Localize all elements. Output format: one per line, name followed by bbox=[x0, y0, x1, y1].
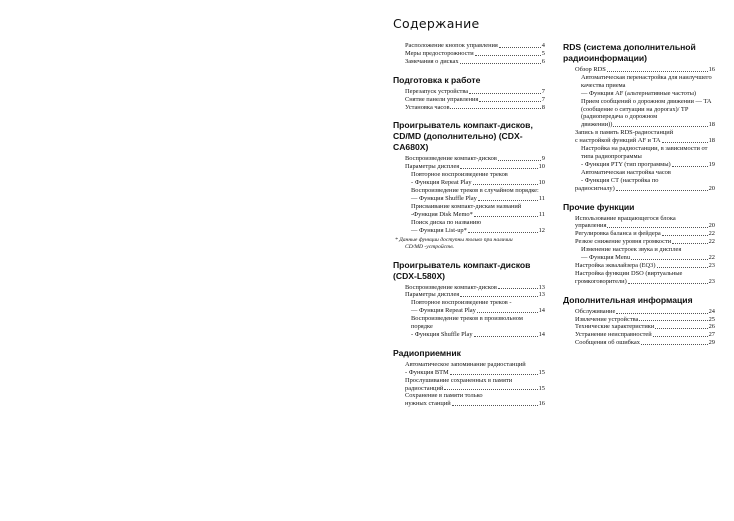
section-title: RDS (система дополнительной радиоинформации) bbox=[563, 42, 696, 63]
page-number: 24 bbox=[708, 307, 715, 315]
entry-text: - Функция PTY (тип программы) bbox=[581, 160, 671, 168]
entry-lead-text: Прием сообщений о дорожном движении — TA (сообщение о ситуации на дорогах)/ TP (радиопередача о дорожном bbox=[581, 97, 712, 121]
entry-lead-text: Воспроизведение треков в произвольном порядке bbox=[411, 315, 523, 331]
entry-line bbox=[575, 137, 715, 145]
toc-section bbox=[393, 42, 545, 66]
entry-line bbox=[575, 262, 715, 270]
entry-text: нужных станций bbox=[405, 400, 451, 408]
page-number: 15 bbox=[538, 384, 545, 392]
entry-text: Меры предосторожности bbox=[405, 49, 474, 57]
toc-entry[interactable] bbox=[563, 308, 715, 316]
entry-text: Сообщения об ошибках bbox=[575, 339, 640, 347]
page-number: 15 bbox=[538, 368, 545, 376]
entry-lead-text: Поиск диска по названию bbox=[411, 218, 482, 226]
toc-right-column bbox=[563, 42, 715, 356]
entry-text: - Функция CT (настройка по bbox=[581, 176, 659, 184]
leader-dots bbox=[616, 190, 708, 191]
entry-line bbox=[411, 331, 545, 339]
entry-line bbox=[575, 308, 715, 316]
entry-line bbox=[581, 177, 715, 185]
page-number: 13 bbox=[538, 291, 545, 299]
page-number: 5 bbox=[541, 49, 545, 57]
leader-dots bbox=[444, 389, 537, 390]
entry-text: Воспроизведение компакт-дисков bbox=[405, 155, 497, 163]
entry-lead-text: Автоматическая перенастройка для наилучшего качества приема bbox=[581, 73, 712, 89]
toc-entry[interactable] bbox=[393, 219, 545, 235]
page-number: 22 bbox=[708, 238, 715, 246]
leader-dots bbox=[479, 101, 540, 102]
entry-line bbox=[405, 291, 545, 299]
toc-section bbox=[393, 75, 545, 112]
entry-text: — Функция Repeat Play bbox=[411, 307, 476, 315]
entry-line bbox=[581, 121, 715, 129]
page-number: 8 bbox=[541, 103, 545, 111]
entry-lead-text: Повторное воспроизведение треков bbox=[411, 171, 508, 179]
leader-dots bbox=[474, 336, 538, 337]
section-title: Радиоприемник bbox=[393, 347, 461, 358]
page-number: 23 bbox=[708, 261, 715, 269]
leader-dots bbox=[452, 405, 538, 406]
entry-line bbox=[575, 185, 715, 193]
page-number: 7 bbox=[541, 87, 545, 95]
toc-entry[interactable] bbox=[563, 185, 715, 193]
section-title: Проигрыватель компакт-дисков (CDX-L580X) bbox=[393, 259, 531, 281]
leader-dots bbox=[450, 374, 538, 375]
entry-line bbox=[581, 90, 715, 98]
leader-dots bbox=[616, 313, 707, 314]
toc-entry[interactable] bbox=[563, 238, 715, 246]
entry-text: — Функция Shuffle Play bbox=[411, 194, 477, 202]
toc-entry[interactable] bbox=[563, 246, 715, 262]
leader-dots bbox=[450, 108, 540, 109]
page-number: 4 bbox=[541, 42, 545, 49]
toc-entry[interactable] bbox=[393, 171, 545, 187]
page-number: 14 bbox=[538, 330, 545, 338]
leader-dots bbox=[639, 320, 707, 321]
entry-lead-text: Настройка на радиостанции, в зависимости от типа радиопрограммы bbox=[581, 145, 708, 160]
entry-line bbox=[575, 316, 715, 324]
entry-lead-text: Изменение настроек звука и дисплея bbox=[581, 246, 682, 254]
entry-text: Технические характеристики bbox=[575, 323, 655, 331]
entry-text: - Функция Shuffle Play bbox=[411, 330, 473, 338]
toc-entry[interactable] bbox=[393, 50, 545, 58]
entry-line bbox=[405, 400, 545, 408]
page-number: 25 bbox=[708, 315, 715, 323]
leader-dots bbox=[641, 344, 708, 345]
entry-text: Расположение кнопок управления bbox=[405, 42, 498, 49]
toc-entry[interactable] bbox=[563, 270, 715, 286]
section-title: Прочие функции bbox=[563, 201, 635, 212]
section-title: Проигрыватель компакт-дисков, CD/MD (дополнительно) (CDX-CA680X) bbox=[393, 120, 533, 153]
leader-dots bbox=[478, 200, 538, 201]
page-number: 16 bbox=[538, 400, 545, 408]
entry-text: Обзор RDS bbox=[575, 66, 606, 73]
toc-entry[interactable] bbox=[393, 392, 545, 408]
leader-dots bbox=[653, 336, 708, 337]
toc-entry[interactable] bbox=[563, 316, 715, 324]
toc-entry[interactable] bbox=[563, 262, 715, 270]
toc-entry[interactable] bbox=[393, 155, 545, 163]
entry-text: - Функция Repeat Play bbox=[411, 179, 472, 187]
footnote-line: CD/MD -устройств. bbox=[405, 243, 455, 250]
entry-line bbox=[405, 385, 545, 393]
entry-lead-text: Воспроизведение треков в случайном порядке: bbox=[411, 187, 539, 195]
leader-dots bbox=[475, 55, 541, 56]
entry-text: — Функция Menu bbox=[581, 254, 631, 262]
entry-line bbox=[405, 155, 545, 163]
toc-entry[interactable] bbox=[393, 203, 545, 219]
entry-line bbox=[405, 104, 545, 112]
toc-left-column bbox=[393, 42, 545, 417]
leader-dots bbox=[628, 283, 708, 284]
toc-entry[interactable] bbox=[393, 361, 545, 377]
entry-text: Перезапуск устройства bbox=[405, 87, 469, 95]
entry-line bbox=[405, 163, 545, 171]
entry-text: Снятие панели управления bbox=[405, 95, 479, 103]
entry-line bbox=[581, 254, 715, 262]
entry-lead-text: Настройка функции DSO (виртуальные bbox=[575, 269, 683, 277]
page-number: 26 bbox=[708, 323, 715, 331]
entry-text: громкоговорители) bbox=[575, 277, 627, 285]
leader-dots bbox=[662, 235, 708, 236]
entry-lead-text: Прослушивание сохраненных в памяти bbox=[405, 376, 513, 384]
entry-line bbox=[405, 88, 545, 96]
toc-entry[interactable] bbox=[393, 377, 545, 393]
entry-text: с настройкой функций AF и TA bbox=[575, 137, 661, 145]
toc-entry[interactable] bbox=[563, 66, 715, 74]
toc-entry[interactable] bbox=[393, 299, 545, 315]
toc-entry[interactable] bbox=[563, 98, 715, 130]
entry-text: - Функция BTM bbox=[405, 368, 449, 376]
page-number: 9 bbox=[541, 155, 545, 163]
entry-text: Обслуживание bbox=[575, 307, 616, 315]
entry-lead-text: Запись в память RDS-радиостанций bbox=[575, 129, 674, 137]
page-number: 7 bbox=[541, 95, 545, 103]
entry-line bbox=[575, 278, 715, 286]
entry-line bbox=[405, 50, 545, 58]
page-number: 16 bbox=[708, 66, 715, 73]
page-number: 20 bbox=[708, 222, 715, 230]
entry-line bbox=[411, 227, 545, 235]
toc-entry[interactable] bbox=[393, 187, 545, 203]
section-title: Подготовка к работе bbox=[393, 74, 481, 85]
entry-line bbox=[575, 339, 715, 347]
page-number: 27 bbox=[708, 331, 715, 339]
leader-dots bbox=[607, 227, 707, 228]
page-number: 13 bbox=[538, 283, 545, 291]
page-number: 6 bbox=[541, 57, 545, 65]
toc-entry[interactable] bbox=[563, 215, 715, 231]
leader-dots bbox=[460, 296, 537, 297]
entry-text: Замечания о дисках bbox=[405, 57, 459, 65]
toc-entry[interactable] bbox=[393, 315, 545, 339]
entry-lead-text: Автоматическая настройка часов bbox=[581, 168, 671, 176]
entry-lead-text: Автоматическое запоминание радиостанций bbox=[405, 360, 526, 368]
page-number: 22 bbox=[708, 254, 715, 262]
leader-dots bbox=[657, 267, 708, 268]
page-number: 22 bbox=[708, 230, 715, 238]
toc-entry[interactable] bbox=[393, 88, 545, 96]
leader-dots bbox=[655, 328, 707, 329]
entry-text: Резкое снижение уровня громкости bbox=[575, 238, 672, 246]
entry-lead-text: Повторное воспроизведение треков - bbox=[411, 299, 512, 307]
page-number: 29 bbox=[708, 339, 715, 347]
entry-line bbox=[411, 211, 545, 219]
leader-dots bbox=[662, 142, 708, 143]
leader-dots bbox=[469, 93, 541, 94]
toc-entry[interactable] bbox=[393, 291, 545, 299]
leader-dots bbox=[477, 312, 538, 313]
entry-line bbox=[575, 238, 715, 246]
entry-line bbox=[575, 66, 715, 74]
entry-line bbox=[405, 58, 545, 66]
leader-dots bbox=[460, 63, 541, 64]
entry-line bbox=[411, 179, 545, 187]
page-number: 18 bbox=[708, 121, 715, 129]
entry-text: радиосигналу) bbox=[575, 184, 615, 192]
page-number: 23 bbox=[708, 277, 715, 285]
leader-dots bbox=[498, 160, 541, 161]
toc-section bbox=[563, 42, 715, 193]
toc-entry[interactable] bbox=[563, 323, 715, 331]
entry-line bbox=[411, 307, 545, 315]
entry-text: радиостанций bbox=[405, 384, 444, 392]
entry-text: Извлечение устройства bbox=[575, 315, 639, 323]
entry-text: Установка часов bbox=[405, 103, 450, 111]
toc-entry[interactable] bbox=[393, 104, 545, 112]
toc-section bbox=[563, 295, 715, 348]
entry-line bbox=[575, 331, 715, 339]
toc-entry[interactable] bbox=[393, 163, 545, 171]
entry-text: -Функция Disk Memo* bbox=[411, 210, 473, 218]
page-number: 20 bbox=[708, 184, 715, 192]
leader-dots bbox=[468, 232, 538, 233]
leader-dots bbox=[672, 243, 707, 244]
toc-entry[interactable] bbox=[563, 169, 715, 185]
entry-line bbox=[405, 369, 545, 377]
entry-line bbox=[581, 161, 715, 169]
entry-line bbox=[405, 42, 545, 50]
page-number: 10 bbox=[538, 179, 545, 187]
toc-section bbox=[563, 202, 715, 286]
toc-entry[interactable] bbox=[563, 74, 715, 98]
leader-dots bbox=[607, 71, 708, 72]
page-title: Содержание bbox=[393, 16, 480, 31]
toc-entry[interactable] bbox=[393, 42, 545, 50]
page-number: 19 bbox=[708, 160, 715, 168]
leader-dots bbox=[460, 168, 537, 169]
entry-text: Устранение неисправностей bbox=[575, 331, 652, 339]
entry-text: Параметры дисплея bbox=[405, 163, 460, 171]
toc-entry[interactable] bbox=[393, 96, 545, 104]
leader-dots bbox=[499, 47, 541, 48]
page-number: 11 bbox=[538, 210, 545, 218]
entry-text: управления bbox=[575, 222, 607, 230]
page-number: 18 bbox=[708, 137, 715, 145]
page-number: 12 bbox=[538, 226, 545, 234]
leader-dots bbox=[474, 216, 538, 217]
toc-section bbox=[393, 260, 545, 339]
entry-line bbox=[411, 195, 545, 203]
entry-text: Настройка эквалайзера (EQ3) bbox=[575, 261, 656, 269]
toc-entry[interactable] bbox=[393, 58, 545, 66]
toc-section bbox=[393, 120, 545, 250]
toc-entry[interactable] bbox=[563, 339, 715, 347]
toc-entry[interactable] bbox=[563, 230, 715, 238]
section-title: Дополнительная информация bbox=[563, 294, 693, 305]
page-number: 11 bbox=[538, 194, 545, 202]
entry-lead-text: Использование вращающегося блока bbox=[575, 214, 676, 222]
page-number: 14 bbox=[538, 307, 545, 315]
toc-entry[interactable] bbox=[393, 284, 545, 292]
leader-dots bbox=[498, 288, 538, 289]
toc-section bbox=[393, 348, 545, 408]
leader-dots bbox=[672, 166, 708, 167]
entry-line bbox=[575, 230, 715, 238]
footnote bbox=[393, 237, 545, 251]
entry-text: движении)) bbox=[581, 121, 613, 129]
toc-entry[interactable] bbox=[563, 145, 715, 169]
entry-text: — Функция List-up* bbox=[411, 226, 467, 234]
entry-line bbox=[405, 96, 545, 104]
page-number: 10 bbox=[538, 163, 545, 171]
entry-lead-text: Присваивание компакт-дискам названий bbox=[411, 202, 522, 210]
leader-dots bbox=[613, 126, 707, 127]
toc-entry[interactable] bbox=[563, 331, 715, 339]
entry-text: Параметры дисплея bbox=[405, 291, 460, 299]
entry-line bbox=[575, 323, 715, 331]
entry-text: — Функция AF (альтернативные частоты) bbox=[581, 89, 696, 97]
entry-line bbox=[405, 284, 545, 292]
toc-entry[interactable] bbox=[563, 129, 715, 145]
leader-dots bbox=[473, 184, 538, 185]
entry-text: Воспроизведение компакт-дисков bbox=[405, 283, 497, 291]
entry-lead-text: Сохранение в памяти только bbox=[405, 392, 483, 400]
entry-line bbox=[575, 222, 715, 230]
footnote-line: * Данные функции доступны только при наличии bbox=[395, 236, 513, 243]
entry-text: Регулировка баланса и фейдера bbox=[575, 230, 661, 238]
leader-dots bbox=[631, 259, 708, 260]
